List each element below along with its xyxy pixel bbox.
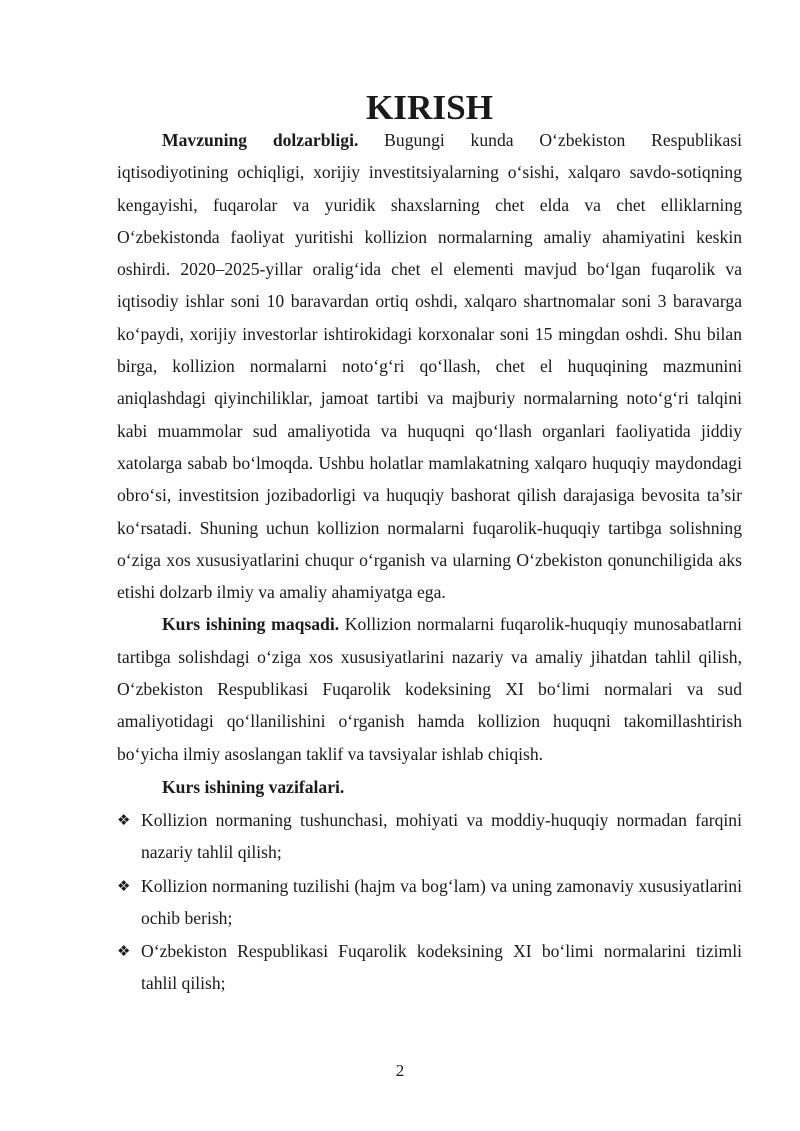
- goal-lead: Kurs ishining maqsadi.: [162, 614, 340, 635]
- goal-paragraph: [117, 608, 742, 769]
- tasks-list: [117, 804, 742, 1000]
- list-item-text: Kollizion normaning tuzilishi (hajm va bog‘lam) va uning zamonaviy xususiyatlarini ochib berish;: [141, 875, 742, 928]
- page-heading: KIRISH: [365, 88, 494, 127]
- relevance-text: Bugungi kunda O‘zbekiston Respublikasi iqtisodiyotining ochiqligi, xorijiy investitsiyalarning o‘sishi, xalqaro savdo-sotiqning kengayishi, fuqarolar va yuridik shaxslarning chet elda va chet elliklarning O‘zbekistonda faoliyat yuritishi kollizion normalarning amaliy ahamiyatini keskin oshirdi. 2020–2025-yillar oralig‘ida chet el elementi mavjud bo‘lgan fuqarolik va iqtisodiy ishlar soni 10 baravardan ortiq oshdi, xalqaro shartnomalar soni 3 baravarga ko‘paydi, xorijiy investorlar ishtirokidagi korxonalar soni 15 mingdan oshdi. Shu bilan birga, kollizion normalarni noto‘g‘ri qo‘llash, chet el huquqining mazmunini aniqlashdagi qiyinchiliklar, jamoat tartibi va majburiy normalarning noto‘g‘ri talqini kabi muammolar sud amaliyotida va huquqni qo‘llash organlari faoliyatida jiddiy xatolarga sabab bo‘lmoqda. Ushbu holatlar mamlakatning xalqaro huquqiy maydondagi obro‘si, investitsion jozibadorligi va huquqiy bashorat qilish darajasiga bevosita ta’sir ko‘rsatadi. Shuning uchun kollizion normalarni fuqarolik-huquqiy tartibga solishning o‘ziga xos xususiyatlarini chuqur o‘rganish va ularning O‘zbekiston qonunchiligida aks etishi dolzarb ilmiy va amaliy ahamiyatga ega.: [117, 130, 743, 603]
- diamond-bullet-icon: ❖: [117, 810, 131, 829]
- diamond-bullet-icon: ❖: [117, 942, 131, 961]
- tasks-heading: Kurs ishining vazifalari.: [162, 776, 345, 797]
- list-item: [117, 870, 742, 935]
- list-item-text: O‘zbekiston Respublikasi Fuqarolik kodeksining XI bo‘limi normalarini tizimli tahlil qilish;: [141, 941, 742, 994]
- relevance-paragraph: [117, 124, 742, 608]
- list-item: [117, 935, 742, 1000]
- page-body: [117, 88, 743, 1001]
- goal-text: Kollizion normalarni fuqarolik-huquqiy munosabatlarni tartibga solishdagi o‘ziga xos xususiyatlarini nazariy va amaliy jihatdan tahlil qilish, O‘zbekiston Respublikasi Fuqarolik kodeksining XI bo‘limi normalari va sud amaliyotidagi qo‘llanilishini o‘rganish hamda kollizion huquqni takomillashtirish bo‘yicha ilmiy asoslangan taklif va tavsiyalar ishlab chiqish.: [117, 614, 742, 764]
- page-number: 2: [395, 1061, 405, 1080]
- list-item: [117, 804, 742, 869]
- list-item-text: Kollizion normaning tushunchasi, mohiyati va moddiy-huquqiy normadan farqini nazariy tahlil qilish;: [141, 809, 742, 863]
- diamond-bullet-icon: ❖: [117, 876, 131, 895]
- relevance-lead: Mavzuning dolzarbligi.: [162, 130, 359, 150]
